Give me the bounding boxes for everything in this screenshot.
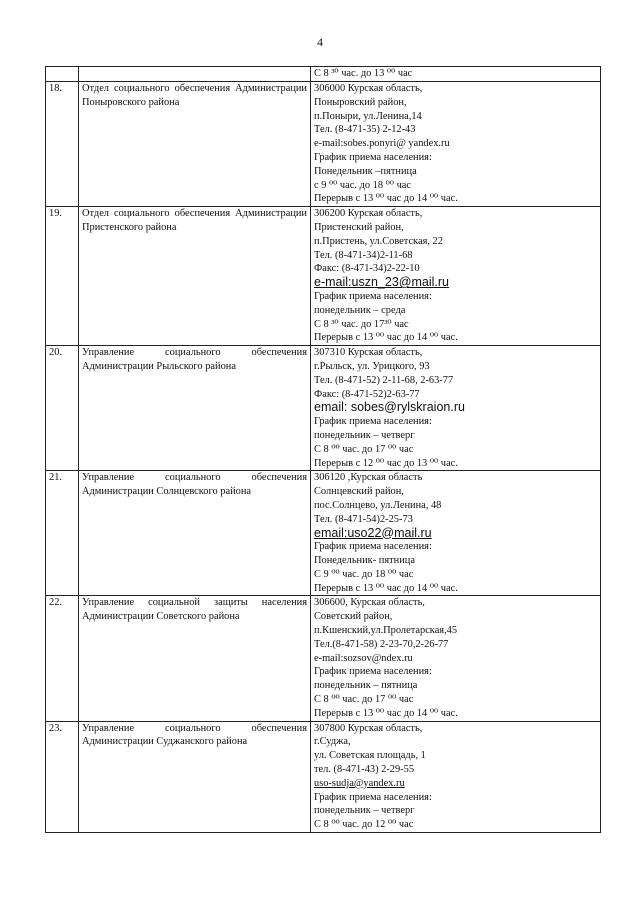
contact-line: Перерыв с 13 ⁰⁰ час до 14 ⁰⁰ час. — [314, 193, 458, 205]
contact-line: График приема населения: — [314, 541, 432, 553]
email-line: e-mail:uszn_23@mail.ru — [314, 275, 449, 290]
contact-line: Советский район, — [314, 611, 393, 623]
office-name-text: Отдел социального обеспечения Администрации Пристенского района — [82, 208, 307, 233]
office-name — [79, 207, 311, 346]
cell-number — [46, 67, 79, 82]
contact-line: г.Рыльск, ул. Урицкого, 93 — [314, 360, 430, 372]
contact-line: Понедельник- пятница — [314, 555, 415, 567]
contact-line: п.Кшенский,ул.Пролетарская,45 — [314, 625, 458, 637]
contact-line: пос.Солнцево, ул.Ленина, 48 — [314, 499, 442, 511]
office-contacts — [311, 471, 601, 596]
contact-line: График приема населения: — [314, 791, 432, 803]
contact-line: понедельник – среда — [314, 304, 406, 316]
contact-line: Перерыв с 13 ⁰⁰ час до 14 ⁰⁰ час. — [314, 707, 458, 719]
contact-line: Перерыв с 13 ⁰⁰ час до 14 ⁰⁰ час. — [314, 332, 458, 344]
contact-line: 307800 Курская область, — [314, 722, 423, 734]
office-name-text: Отдел социального обеспечения Администрации Поныровского района — [82, 83, 307, 108]
contact-line: Тел.(8-471-58) 2-23-70,2-26-77 — [314, 638, 449, 650]
contact-line: Тел. (8-471-54)2-25-73 — [314, 513, 413, 525]
contact-line: График приема населения: — [314, 416, 432, 428]
contact-line: Тел. (8-471-35) 2-12-43 — [314, 124, 416, 136]
contact-line: 306200 Курская область, — [314, 208, 423, 220]
contact-line: п.Пристень, ул.Советская, 22 — [314, 235, 443, 247]
contacts-table — [45, 66, 601, 833]
contact-line: Перерыв с 12 ⁰⁰ час до 13 ⁰⁰ час. — [314, 457, 458, 469]
office-name — [79, 471, 311, 596]
contact-line: С 8 ⁰⁰ час. до 17 ⁰⁰ час — [314, 443, 414, 455]
row-number: 19. — [46, 207, 79, 346]
contact-line: График приема населения: — [314, 290, 432, 302]
table-row — [46, 207, 601, 346]
table-row — [46, 82, 601, 207]
contact-line: Тел. (8-471-34)2-11-68 — [314, 249, 413, 261]
office-name — [79, 721, 311, 832]
email-line: e-mail:sobes.ponyri@ yandex.ru — [314, 138, 450, 150]
contact-line: понедельник – четверг — [314, 429, 415, 441]
contact-line: г.Суджа, — [314, 736, 351, 748]
page-number: 4 — [317, 35, 323, 49]
contact-line: Факс: (8-471-52)2-63-77 — [314, 388, 420, 400]
contact-line: ул. Советская площадь, 1 — [314, 750, 426, 762]
email-line: e-mail:sozsov@ndex.ru — [314, 652, 413, 664]
table-row — [46, 471, 601, 596]
table-row — [46, 721, 601, 832]
contact-line: Перерыв с 13 ⁰⁰ час до 14 ⁰⁰ час. — [314, 582, 458, 594]
contact-line: Солнцевский район, — [314, 486, 404, 498]
contact-line: 307310 Курская область, — [314, 347, 423, 359]
contact-line: п.Поныри, ул.Ленина,14 — [314, 110, 422, 122]
office-contacts — [311, 207, 601, 346]
row-number: 21. — [46, 471, 79, 596]
office-name — [79, 596, 311, 721]
contact-line: 306000 Курская область, — [314, 83, 423, 94]
email-line: email: sobes@rylskraion.ru — [314, 400, 465, 415]
office-name-text: Управление социального обеспечения Администрации Рыльского района — [82, 347, 307, 372]
office-name — [79, 82, 311, 207]
contact-line: График приема населения: — [314, 151, 432, 163]
row-number: 22. — [46, 596, 79, 721]
table-row-continuation — [46, 67, 601, 82]
email-line: uso-sudja@yandex.ru — [314, 777, 405, 789]
office-name-text: Управление социальной защиты населения Администрации Советского района — [82, 597, 307, 623]
office-name-text: Управление социального обеспечения Администрации Солнцевского района — [82, 472, 307, 498]
office-name-text: Управление социального обеспечения Администрации Суджанского района — [82, 722, 307, 748]
contact-line: понедельник – четверг — [314, 805, 415, 817]
contact-line: 306120 ,Курская область — [314, 472, 423, 484]
contact-line: Тел. (8-471-52) 2-11-68, 2-63-77 — [314, 374, 454, 386]
row-number: 18. — [46, 82, 79, 207]
row-number: 23. — [46, 721, 79, 832]
contact-line: С 8 ⁰⁰ час. до 17 ⁰⁰ час — [314, 694, 414, 706]
contact-line: Поныровский район, — [314, 96, 407, 108]
contact-line: тел. (8-471-43) 2-29-55 — [314, 764, 415, 776]
contact-line: График приема населения: — [314, 666, 432, 678]
office-name — [79, 346, 311, 471]
contact-line: 306600, Курская область, — [314, 597, 425, 609]
contact-line: Пристенский район, — [314, 221, 404, 233]
office-contacts — [311, 721, 601, 832]
cell-name — [79, 67, 311, 82]
row-number: 20. — [46, 346, 79, 471]
contact-line: с 9 ⁰⁰ час. до 18 ⁰⁰ час — [314, 179, 412, 191]
table-row — [46, 596, 601, 721]
contact-line: Понедельник –пятница — [314, 165, 417, 177]
contact-line: С 8 ³⁰ час. до 17³⁰ час — [314, 318, 409, 330]
contact-line: С 8 ⁰⁰ час. до 12 ⁰⁰ час — [314, 819, 414, 831]
office-contacts — [311, 596, 601, 721]
schedule-line: С 8 ³⁰ час. до 13 ⁰⁰ час — [314, 68, 413, 79]
office-contacts — [311, 346, 601, 471]
contact-line: понедельник – пятница — [314, 680, 418, 692]
office-contacts — [311, 82, 601, 207]
contact-line: Факс: (8-471-34)2-22-10 — [314, 263, 420, 275]
email-line: email:uso22@mail.ru — [314, 525, 432, 540]
contact-line: С 9 ⁰⁰ час. до 18 ⁰⁰ час — [314, 568, 414, 580]
table-row — [46, 346, 601, 471]
cell-schedule — [311, 67, 601, 82]
